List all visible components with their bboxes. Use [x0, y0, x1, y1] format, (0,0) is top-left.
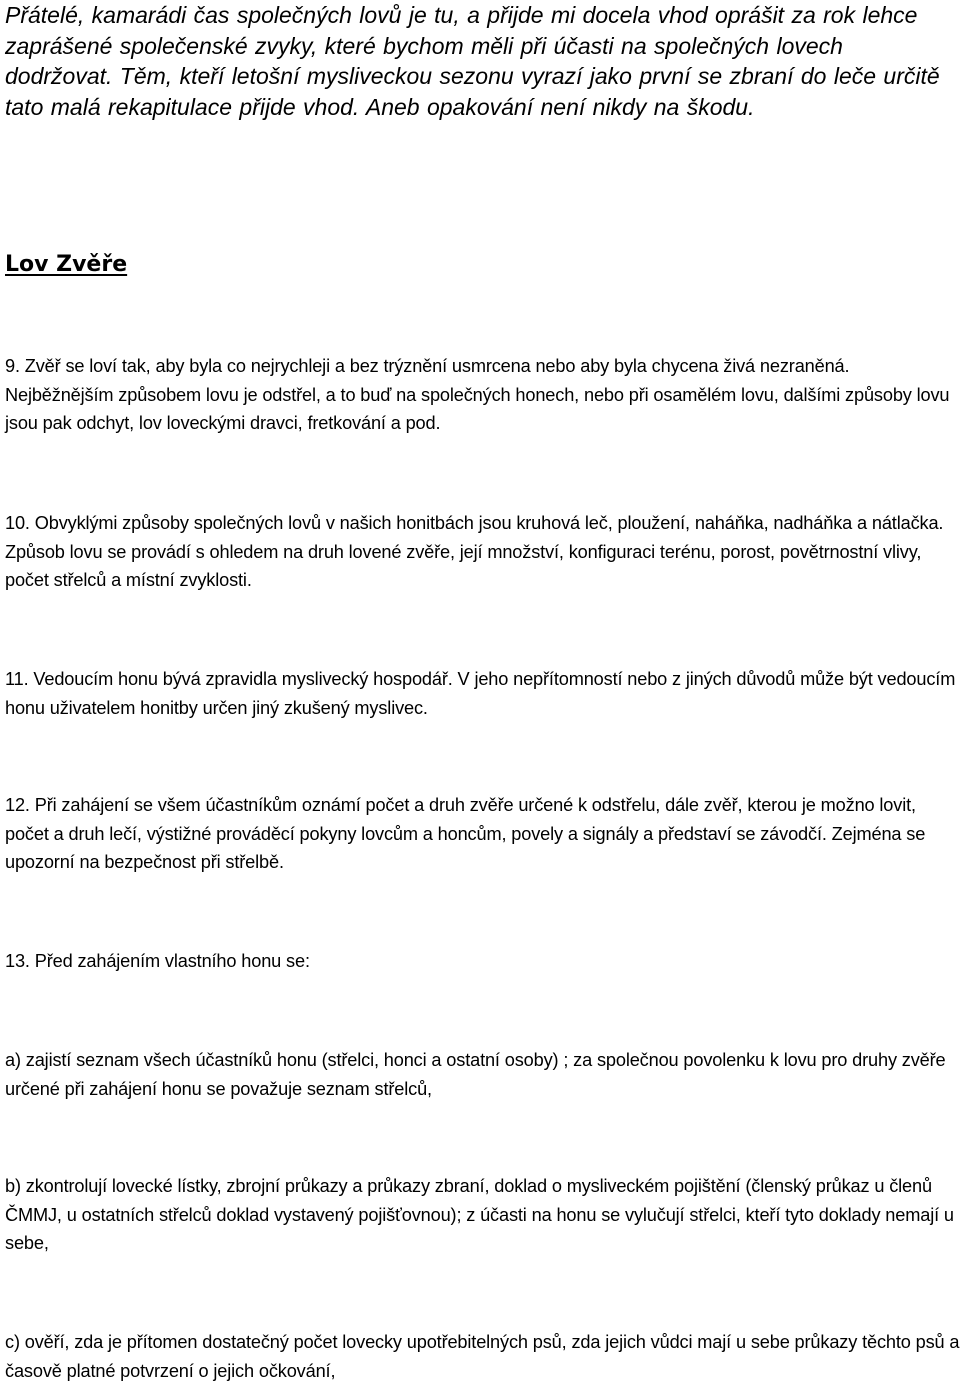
paragraph-13: 13. Před zahájením vlastního honu se:	[5, 951, 310, 971]
intro-paragraph: Přátelé, kamarádi čas společných lovů je tu, a přijde mi docela vhod oprášit za rok lehce zaprášené společenské zvyky, které bychom měli při účasti na společných lovech dodržovat. Těm, kteří letošní mysliveckou sezonu vyrazí jako první se zbraní do leče určitě tato malá rekapitulace přijde vhod. Aneb opakování není nikdy na škodu.	[5, 2, 940, 120]
section-heading: Lov Zvěře	[5, 252, 128, 277]
paragraph-13c: c) ověří, zda je přítomen dostatečný počet lovecky upotřebitelných psů, zda jejich vůdci mají u sebe průkazy těchto psů a časově platné potvrzení o jejich očkování,	[5, 1332, 960, 1381]
paragraph-10: 10. Obvyklými způsoby společných lovů v našich honitbách jsou kruhová leč, ploužení, naháňka, nadháňka a nátlačka. Způsob lovu se provádí s ohledem na druh lovené zvěře, její množství, konfiguraci terénu, porost, povětrnostní vlivy, počet střelců a místní zvyklosti.	[5, 513, 944, 590]
paragraph-13a: a) zajistí seznam všech účastníků honu (střelci, honci a ostatní osoby) ; za společnou povolenku k lovu pro druhy zvěře určené při zahájení honu se považuje seznam střelců,	[5, 1050, 946, 1099]
paragraph-11: 11. Vedoucím honu bývá zpravidla myslivecký hospodář. V jeho nepřítomností nebo z jiných důvodů může být vedoucím honu uživatelem honitby určen jiný zkušený myslivec.	[5, 669, 956, 718]
paragraph-12: 12. Při zahájení se všem účastníkům oznámí počet a druh zvěře určené k odstřelu, dále zvěř, kterou je možno lovit, počet a druh lečí, výstižné prováděcí pokyny lovcům a honcům, povely a signály a představí se závodčí. Zejména se upozorní na bezpečnost při střelbě.	[5, 795, 926, 872]
paragraph-13b: b) zkontrolují lovecké lístky, zbrojní průkazy a průkazy zbraní, doklad o mysliveckém pojištění (členský průkaz u členů ČMMJ, u ostatních střelců doklad vystavený pojišťovnou); z účasti na honu se vylučují střelci, kteří tyto doklady nemají u sebe,	[5, 1176, 954, 1253]
paragraph-9: 9. Zvěř se loví tak, aby byla co nejrychleji a bez trýznění usmrcena nebo aby byla chycena živá nezraněná. Nejběžnějším způsobem lovu je odstřel, a to buď na společných honech, nebo při osamělém lovu, dalšími způsoby lovu jsou pak odchyt, lov loveckými dravci, fretkování a pod.	[5, 356, 950, 433]
